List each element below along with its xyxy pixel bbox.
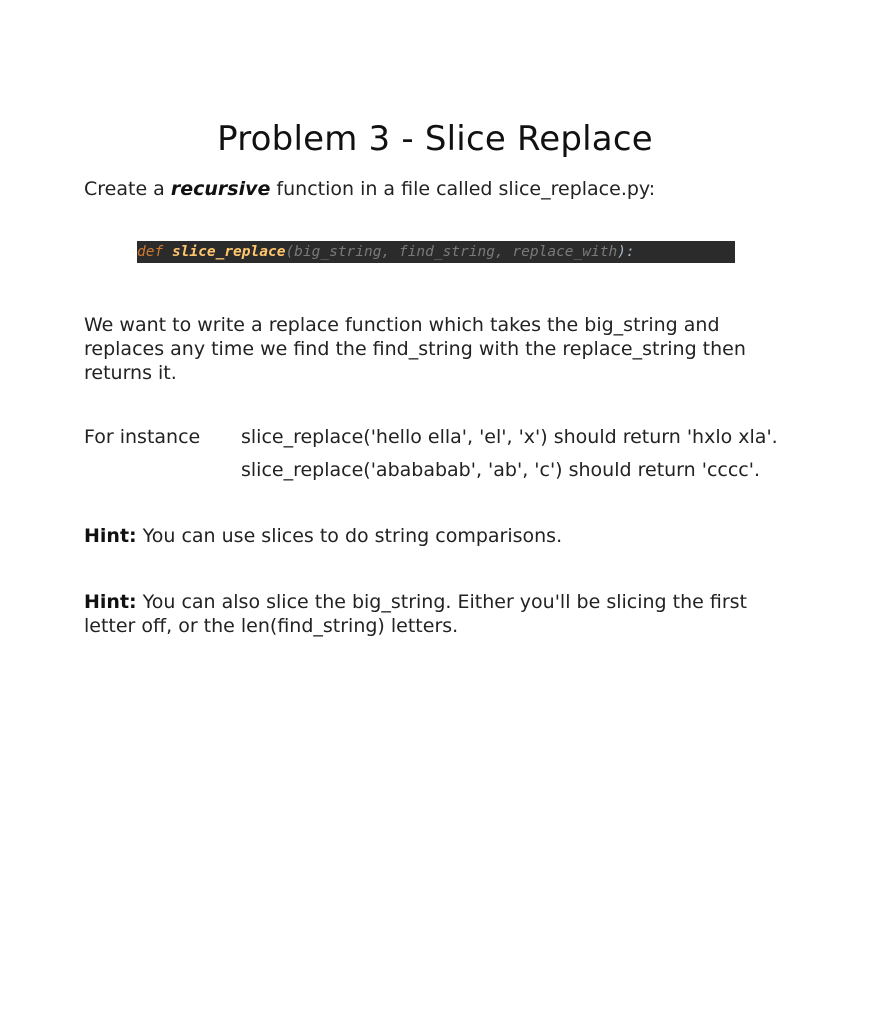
hint-text: You can use slices to do string comparisons. — [136, 525, 563, 547]
code-keyword: def — [137, 244, 164, 260]
code-function-name: slice_replace — [171, 244, 286, 260]
hint-label: Hint: — [84, 591, 137, 613]
intro-before: Create a — [84, 178, 171, 200]
code-open-paren: ( — [285, 244, 295, 260]
example-line: slice_replace('hello ella', 'el', 'x') should return 'hxlo xla'. — [241, 426, 778, 448]
code-params: big_string, find_string, replace_with — [294, 244, 618, 260]
examples-label: For instance — [84, 426, 201, 448]
hint-paragraph — [84, 590, 784, 638]
code-close: ): — [617, 244, 635, 260]
description-paragraph: We want to write a replace function which takes the big_string and replaces any time we find the find_string with the replace_string then returns it. — [84, 314, 746, 384]
page-title: Problem 3 - Slice Replace — [217, 118, 653, 159]
hint-text: You can also slice the big_string. Either you'll be slicing the first letter off, or the len(find_string) letters. — [84, 591, 747, 637]
example-line: slice_replace('abababab', 'ab', 'c') should return 'cccc'. — [241, 459, 761, 481]
hint-paragraph — [84, 524, 784, 548]
hint-label: Hint: — [84, 525, 137, 547]
code-signature — [137, 241, 735, 263]
intro-after: function in a file called slice_replace.py: — [270, 178, 656, 200]
intro-emphasis: recursive — [170, 178, 271, 200]
intro-text — [84, 178, 655, 200]
